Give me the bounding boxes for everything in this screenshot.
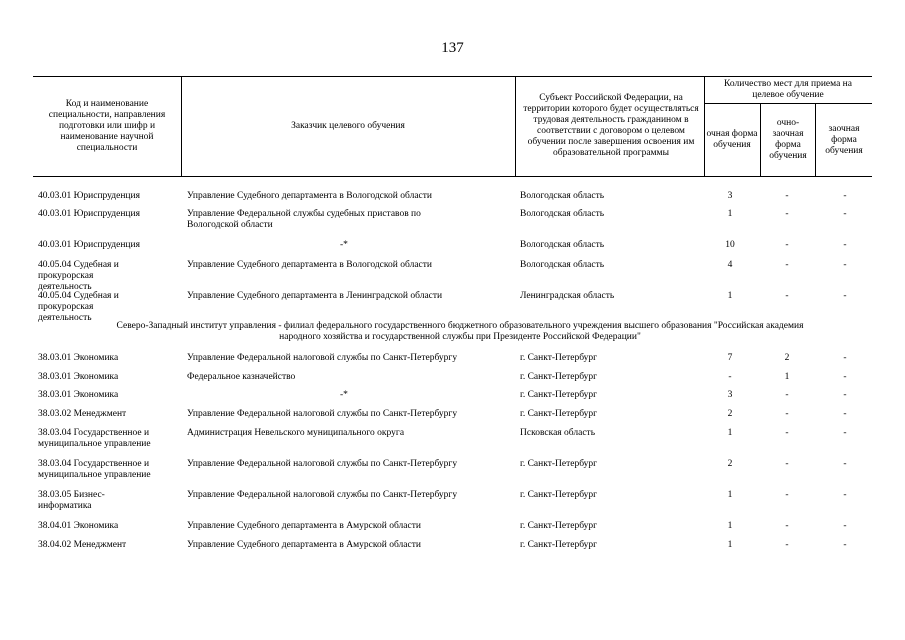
- specialty-cell: 38.03.01 Экономика: [38, 372, 119, 382]
- specialty-cell: 40.03.01 Юриспруденция: [38, 209, 140, 219]
- header-top-rule: [33, 76, 872, 77]
- header-divider: [815, 103, 816, 176]
- region-cell: Ленинградская область: [520, 291, 615, 301]
- extramural-count: -: [843, 490, 847, 500]
- full-time-count: 1: [727, 521, 733, 531]
- full-time-count: 2: [727, 409, 733, 419]
- header-customer: Заказчик целевого обучения: [291, 120, 405, 131]
- region-cell: г. Санкт-Петербург: [520, 390, 598, 400]
- extramural-count: -: [843, 521, 847, 531]
- section-title: Северо-Западный институт управления - филиал федерального государственного бюджетного образовательного учреждения высшего образования "Российская академия народного хозяйства и государственной службы при Президенте Российской Федерации": [116, 321, 804, 342]
- customer-cell: Администрация Невельского муниципального округа: [187, 428, 405, 438]
- customer-cell: Управление Федеральной налоговой службы по Санкт-Петербургу: [187, 353, 458, 363]
- customer-cell: -*: [340, 240, 348, 250]
- part-time-count: -: [785, 191, 789, 201]
- header-bottom-rule: [33, 176, 872, 177]
- region-cell: г. Санкт-Петербург: [520, 540, 598, 550]
- full-time-count: 2: [727, 459, 733, 469]
- region-cell: г. Санкт-Петербург: [520, 459, 598, 469]
- part-time-count: -: [785, 521, 789, 531]
- specialty-cell: 38.03.04 Государственное и муниципальное управление: [38, 428, 151, 449]
- specialty-cell: 38.04.02 Менеджмент: [38, 540, 127, 550]
- region-cell: г. Санкт-Петербург: [520, 521, 598, 531]
- customer-cell: Федеральное казначейство: [187, 372, 296, 382]
- part-time-count: -: [785, 428, 789, 438]
- customer-cell: Управление Федеральной службы судебных приставов по Вологодской области: [187, 209, 421, 230]
- part-time-count: -: [785, 209, 789, 219]
- customer-cell: Управление Федеральной налоговой службы по Санкт-Петербургу: [187, 409, 458, 419]
- header-divider: [515, 76, 516, 176]
- specialty-cell: 38.03.05 Бизнес-информатика: [38, 490, 105, 511]
- customer-cell: Управление Судебного департамента в Вологодской области: [187, 260, 433, 270]
- full-time-count: 7: [727, 353, 733, 363]
- part-time-count: -: [785, 390, 789, 400]
- specialty-cell: 40.05.04 Судебная и прокурорская деятельность: [38, 260, 119, 292]
- extramural-count: -: [843, 428, 847, 438]
- region-cell: г. Санкт-Петербург: [520, 490, 598, 500]
- specialty-cell: 38.03.01 Экономика: [38, 390, 119, 400]
- header-extramural: заочная форма обучения: [825, 123, 863, 156]
- header-divider: [181, 76, 182, 176]
- specialty-cell: 38.03.01 Экономика: [38, 353, 119, 363]
- customer-cell: Управление Судебного департамента в Вологодской области: [187, 191, 433, 201]
- region-cell: Вологодская область: [520, 260, 605, 270]
- customer-cell: Управление Судебного департамента в Ленинградской области: [187, 291, 443, 301]
- specialty-cell: 40.03.01 Юриспруденция: [38, 191, 140, 201]
- full-time-count: -: [728, 372, 732, 382]
- customer-cell: Управление Судебного департамента в Амурской области: [187, 521, 421, 531]
- part-time-count: 2: [784, 353, 790, 363]
- part-time-count: -: [785, 409, 789, 419]
- full-time-count: 1: [727, 540, 733, 550]
- header-places: Количество мест для приема на целевое обучение: [724, 79, 852, 100]
- extramural-count: -: [843, 390, 847, 400]
- extramural-count: -: [843, 409, 847, 419]
- full-time-count: 3: [727, 390, 733, 400]
- region-cell: г. Санкт-Петербург: [520, 409, 598, 419]
- full-time-count: 3: [727, 191, 733, 201]
- specialty-cell: 40.03.01 Юриспруденция: [38, 240, 140, 250]
- header-subgroup-rule: [704, 103, 872, 104]
- page-number: 137: [441, 40, 464, 56]
- extramural-count: -: [843, 372, 847, 382]
- full-time-count: 1: [727, 490, 733, 500]
- region-cell: Псковская область: [520, 428, 596, 438]
- part-time-count: -: [785, 291, 789, 301]
- header-divider: [704, 76, 705, 176]
- customer-cell: -*: [340, 390, 348, 400]
- extramural-count: -: [843, 540, 847, 550]
- header-part-time: очно-заочная форма обучения: [769, 118, 807, 161]
- part-time-count: -: [785, 240, 789, 250]
- full-time-count: 1: [727, 291, 733, 301]
- extramural-count: -: [843, 191, 847, 201]
- specialty-cell: 38.03.04 Государственное и муниципальное управление: [38, 459, 151, 480]
- region-cell: Вологодская область: [520, 240, 605, 250]
- part-time-count: -: [785, 540, 789, 550]
- region-cell: Вологодская область: [520, 191, 605, 201]
- customer-cell: Управление Федеральной налоговой службы по Санкт-Петербургу: [187, 490, 458, 500]
- header-divider: [760, 103, 761, 176]
- specialty-cell: 40.05.04 Судебная и прокурорская деятельность: [38, 291, 119, 323]
- header-specialty: Код и наименование специальности, направления подготовки или шифр и наименование научной специальности: [48, 98, 166, 153]
- extramural-count: -: [843, 240, 847, 250]
- full-time-count: 1: [727, 209, 733, 219]
- customer-cell: Управление Федеральной налоговой службы по Санкт-Петербургу: [187, 459, 458, 469]
- full-time-count: 1: [727, 428, 733, 438]
- extramural-count: -: [843, 260, 847, 270]
- part-time-count: -: [785, 459, 789, 469]
- part-time-count: 1: [784, 372, 790, 382]
- region-cell: Вологодская область: [520, 209, 605, 219]
- extramural-count: -: [843, 209, 847, 219]
- full-time-count: 4: [727, 260, 733, 270]
- header-region: Субъект Российской Федерации, на территории которого будет осуществляться трудовая деятельность гражданином в соответствии с договором о целевом обучении после завершения освоения им образовательной программы: [523, 93, 699, 158]
- full-time-count: 10: [725, 240, 735, 250]
- specialty-cell: 38.03.02 Менеджмент: [38, 409, 127, 419]
- part-time-count: -: [785, 490, 789, 500]
- part-time-count: -: [785, 260, 789, 270]
- extramural-count: -: [843, 459, 847, 469]
- region-cell: г. Санкт-Петербург: [520, 372, 598, 382]
- extramural-count: -: [843, 353, 847, 363]
- region-cell: г. Санкт-Петербург: [520, 353, 598, 363]
- header-full-time: очная форма обучения: [706, 129, 758, 150]
- extramural-count: -: [843, 291, 847, 301]
- customer-cell: Управление Судебного департамента в Амурской области: [187, 540, 421, 550]
- specialty-cell: 38.04.01 Экономика: [38, 521, 119, 531]
